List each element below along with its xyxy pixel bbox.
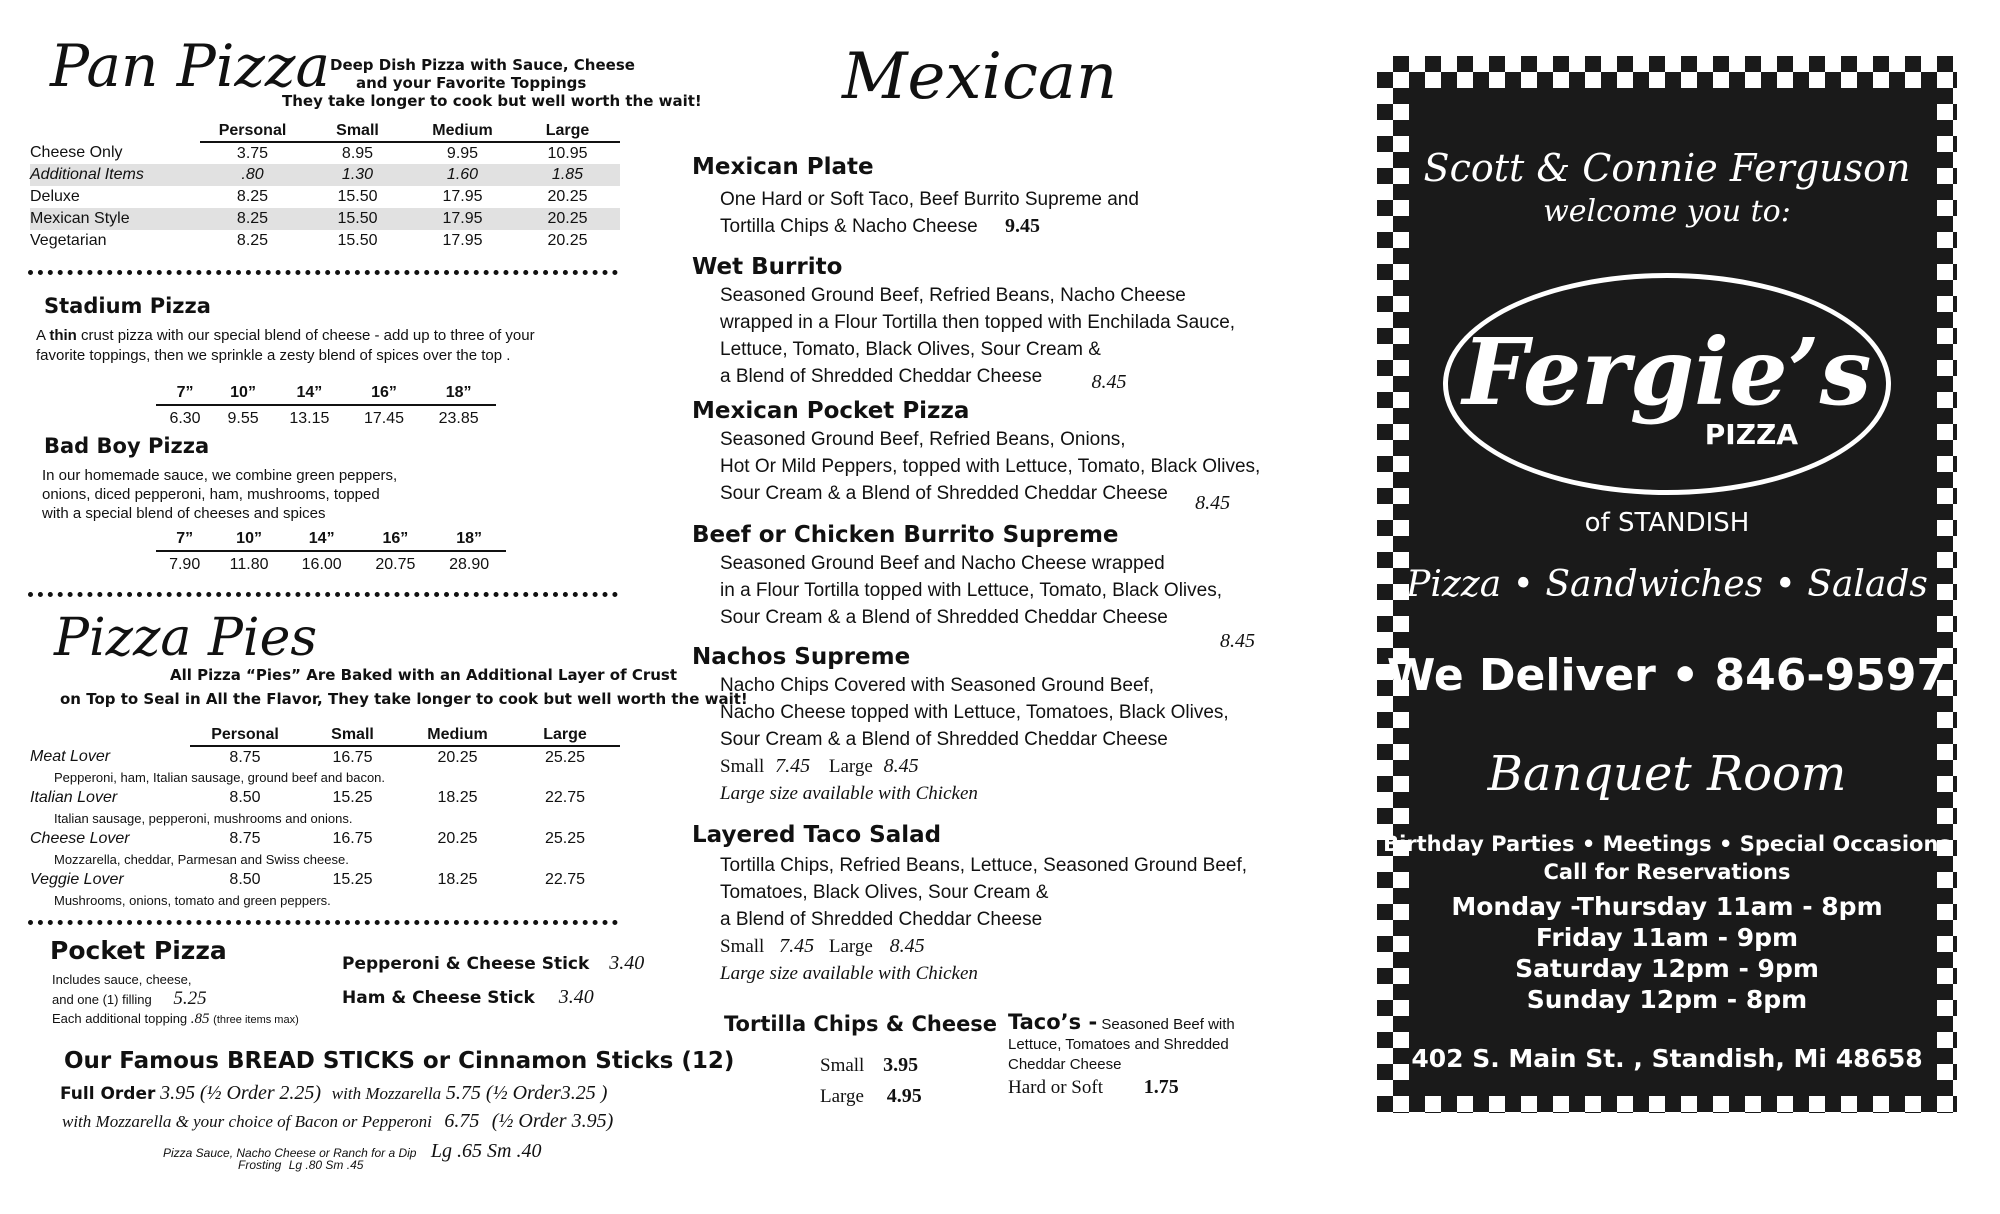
checker-square	[1937, 264, 1953, 280]
checker-square	[1377, 440, 1393, 456]
menu-item-desc: Tortilla Chips, Refried Beans, Lettuce, Seasoned Ground Beef, Tomatoes, Black Olives, Sour Cream & a Blend of Shredded Cheddar Cheese Small 7.45 Large 8.45 Large size available with Chicken	[720, 855, 1248, 984]
price-cell: 7.90	[169, 555, 201, 573]
price-cell: 16.75	[332, 830, 373, 847]
checker-square	[1713, 72, 1729, 88]
price-cell: 1.85	[515, 164, 620, 186]
price-cell: 20.75	[375, 555, 416, 573]
hours-line: Sunday 12pm - 8pm	[1526, 985, 1808, 1014]
checker-square	[1377, 88, 1393, 104]
checker-square	[1393, 72, 1409, 88]
checker-square	[1761, 56, 1777, 72]
checker-square	[1825, 1112, 1841, 1113]
checker-square	[1409, 1112, 1425, 1113]
tagline: Pizza • Sandwiches • Salads	[1406, 564, 1928, 605]
checker-square	[1953, 472, 1957, 488]
item-desc: Italian sausage, pepperoni, mushrooms and onions.	[54, 811, 353, 826]
item-name: Additional Items	[30, 164, 200, 186]
checker-square	[1937, 456, 1953, 472]
pan-pizza-desc-1: Deep Dish Pizza with Sauce, Cheese	[330, 56, 635, 74]
checker-square	[1745, 1096, 1761, 1112]
item-name: Cheese Only	[30, 144, 123, 161]
checker-square	[1393, 104, 1409, 120]
checker-square	[1953, 408, 1957, 424]
banquet-room-title: Banquet Room	[1487, 746, 1847, 802]
table-row	[30, 869, 620, 891]
checker-square	[1873, 72, 1889, 88]
checker-square	[1521, 72, 1537, 88]
checker-square	[1681, 72, 1697, 88]
menu-item-desc: Seasoned Ground Beef and Nacho Cheese wrapped in a Flour Tortilla topped with Lettuce, Tomato, Black Olives, Sour Cream & a Blend of Shredded Cheddar Cheese	[720, 553, 1222, 628]
checker-square	[1457, 1096, 1473, 1112]
checker-square	[1393, 456, 1409, 472]
size-header: 7”	[156, 527, 213, 551]
checker-square	[1617, 1096, 1633, 1112]
checker-square	[1937, 72, 1953, 88]
checker-square	[1393, 328, 1409, 344]
checker-square	[1697, 56, 1713, 72]
menu-item-desc: Seasoned Ground Beef, Refried Beans, Nacho Cheese wrapped in a Flour Tortilla then topped with Enchilada Sauce, Lettuce, Tomato, Black Olives, Sour Cream & a Blend of Shredded Cheddar Cheese 8.45	[720, 285, 1236, 393]
checker-square	[1953, 280, 1957, 296]
price-cell: 17.95	[410, 208, 515, 230]
checker-square	[1953, 1112, 1957, 1113]
checker-square	[1889, 1112, 1905, 1113]
frosting-line: Frosting Lg .80 Sm .45	[238, 1158, 364, 1172]
fergies-logo	[1443, 273, 1891, 495]
price-cell: 8.25	[236, 188, 269, 205]
price-cell: 1.30	[305, 164, 410, 186]
column-header: Small	[300, 724, 405, 746]
welcome-line-2: welcome you to:	[1543, 194, 1791, 229]
price-cell: 15.50	[337, 188, 378, 205]
checker-square	[1393, 392, 1409, 408]
menu-item-title: Layered Taco Salad	[692, 822, 942, 848]
checker-square	[1937, 232, 1953, 248]
table-row	[30, 208, 620, 230]
checker-square	[1937, 104, 1953, 120]
size-header: 14”	[272, 381, 347, 405]
price-cell: 20.25	[437, 830, 478, 847]
checker-square	[1393, 488, 1409, 504]
price-cell: 23.85	[438, 409, 479, 427]
location-text: of STANDISH	[1584, 508, 1750, 538]
checker-square	[1729, 1112, 1745, 1113]
checker-square	[1809, 1096, 1825, 1112]
price-cell: 18.25	[437, 871, 478, 888]
size-header: 16”	[347, 381, 422, 405]
checker-square	[1537, 1112, 1553, 1113]
item-desc: Mushrooms, onions, tomato and green peppers.	[54, 893, 331, 908]
price-cell: 10.95	[547, 144, 588, 162]
pan-pizza-desc-3: They take longer to cook but well worth the wait!	[282, 92, 702, 110]
checker-square	[1537, 56, 1553, 72]
checker-square	[1393, 232, 1409, 248]
checker-square	[1793, 56, 1809, 72]
checker-square	[1953, 248, 1957, 264]
price-cell: 8.25	[200, 208, 305, 230]
dotted-divider	[28, 270, 618, 275]
chips-title: Tortilla Chips & Cheese	[724, 1012, 998, 1036]
chips-prices: Small 3.95 Large 4.95	[820, 1054, 922, 1107]
price-cell: 28.90	[449, 555, 490, 573]
price-cell: 8.50	[229, 871, 261, 888]
pocket-pizza-title: Pocket Pizza	[50, 936, 227, 965]
hours-line: Saturday 12pm - 9pm	[1515, 954, 1819, 983]
checker-square	[1617, 72, 1633, 88]
item-desc: Mozzarella, cheddar, Parmesan and Swiss cheese.	[54, 852, 349, 867]
price-cell: 25.25	[544, 830, 586, 847]
hours-line: Friday 11am - 9pm	[1535, 923, 1799, 952]
price-cell: 20.25	[437, 748, 478, 766]
item-name: Vegetarian	[30, 232, 107, 249]
pan-pizza-desc-2: and your Favorite Toppings	[356, 74, 587, 92]
price-cell: 15.25	[332, 789, 373, 806]
checker-square	[1681, 1096, 1697, 1112]
table-row	[30, 746, 620, 768]
checker-square	[1489, 1096, 1505, 1112]
checker-square	[1441, 56, 1457, 72]
checker-square	[1937, 1096, 1953, 1112]
logo-subtitle: PIZZA	[1704, 418, 1798, 451]
bad-boy-pizza-title: Bad Boy Pizza	[44, 434, 210, 458]
checker-square	[1905, 72, 1921, 88]
menu-item-desc: Nacho Chips Covered with Seasoned Ground Beef, Nacho Cheese topped with Lettuce, Tomatoes, Black Olives, Sour Cream & a Blend of Shredded Cheddar Cheese Small 7.45 Large 8.45 Large size available with Chicken	[720, 675, 1229, 804]
checker-square	[1457, 72, 1473, 88]
logo-text: Fergie’s	[1462, 318, 1872, 426]
checker-square	[1585, 72, 1601, 88]
size-header: 10”	[213, 527, 285, 551]
size-header: 14”	[285, 527, 359, 551]
menu-item-title: Wet Burrito	[692, 254, 843, 280]
checker-square	[1377, 376, 1393, 392]
checker-square	[1937, 424, 1953, 440]
checker-square	[1937, 296, 1953, 312]
price-cell: 11.80	[229, 555, 269, 573]
price-cell: 17.95	[442, 232, 483, 249]
checker-square	[1953, 1080, 1957, 1096]
checker-square	[1873, 1096, 1889, 1112]
checker-square	[1905, 1096, 1921, 1112]
delivery-phone: We Deliver • 846-9597	[1386, 650, 1948, 701]
price-cell: 18.25	[437, 789, 478, 806]
checker-square	[1377, 1016, 1393, 1032]
dip-line: Pizza Sauce, Nacho Cheese or Ranch for a Dip Lg .65 Sm .40	[163, 1140, 542, 1162]
checker-square	[1953, 536, 1957, 552]
tacos-item: Taco’s - Seasoned Beef with Lettuce, Tomatoes and Shredded Cheddar Cheese Hard or Soft 1.75	[1008, 1010, 1235, 1098]
checker-square	[1377, 56, 1393, 72]
checker-square	[1953, 1016, 1957, 1032]
checker-square	[1585, 1096, 1601, 1112]
checker-square	[1569, 1112, 1585, 1113]
checker-square	[1377, 1112, 1393, 1113]
size-header: 18”	[432, 527, 506, 551]
checker-square	[1377, 728, 1393, 744]
checker-square	[1569, 56, 1585, 72]
bread-sticks-line-1: Full Order 3.95 (½ Order 2.25) with Mozzarella 5.75 (½ Order3.25 )	[60, 1082, 608, 1104]
stadium-pizza-title: Stadium Pizza	[44, 294, 211, 318]
checker-square	[1649, 1096, 1665, 1112]
size-header: 10”	[214, 381, 272, 405]
price-cell: 8.75	[229, 748, 261, 766]
stadium-price-table	[156, 381, 496, 431]
checker-square	[1793, 1112, 1809, 1113]
price-cell: 16.00	[301, 555, 342, 573]
checker-square	[1953, 344, 1957, 360]
checker-square	[1841, 1096, 1857, 1112]
checker-square	[1473, 56, 1489, 72]
pan-pizza-table	[30, 120, 620, 252]
checker-square	[1553, 1096, 1569, 1112]
item-name: Cheese Lover	[30, 830, 130, 847]
price-cell: 8.75	[229, 830, 261, 847]
price-cell: 6.30	[169, 409, 201, 427]
table-row	[30, 186, 620, 208]
checker-square	[1377, 312, 1393, 328]
bad-boy-desc: In our homemade sauce, we combine green peppers, onions, diced pepperoni, ham, mushrooms, topped with a special blend of cheeses and spices	[42, 467, 398, 522]
checker-square	[1953, 632, 1957, 648]
item-desc: Pepperoni, ham, Italian sausage, ground beef and bacon.	[54, 770, 386, 785]
checker-square	[1937, 392, 1953, 408]
checker-square	[1889, 56, 1905, 72]
column-header: Personal	[200, 120, 305, 142]
column-header: Medium	[405, 724, 510, 746]
checker-square	[1665, 1112, 1681, 1113]
checker-square	[1377, 472, 1393, 488]
column-header: Medium	[410, 120, 515, 142]
price-cell: 15.50	[337, 232, 378, 249]
checker-square	[1377, 408, 1393, 424]
checker-square	[1777, 1096, 1793, 1112]
checker-square	[1505, 1112, 1521, 1113]
welcome-panel	[1377, 56, 1957, 1113]
price-cell: 9.55	[227, 409, 259, 427]
checker-square	[1393, 616, 1409, 632]
checker-square	[1377, 248, 1393, 264]
checker-square	[1489, 72, 1505, 88]
table-row	[30, 164, 620, 186]
price-cell: 20.25	[547, 232, 588, 249]
checker-square	[1633, 56, 1649, 72]
checker-square	[1857, 56, 1873, 72]
checker-square	[1729, 56, 1745, 72]
checker-square	[1441, 1112, 1457, 1113]
price-cell: 22.75	[544, 871, 586, 888]
item-name: Deluxe	[30, 188, 80, 205]
checker-square	[1377, 632, 1393, 648]
checker-square	[1937, 328, 1953, 344]
checker-square	[1921, 56, 1937, 72]
price-cell: 8.25	[236, 232, 269, 249]
pizza-pies-desc-1: All Pizza “Pies” Are Baked with an Additional Layer of Crust	[170, 666, 678, 684]
pan-pizza-title: Pan Pizza	[50, 32, 331, 100]
menu-item-price: 8.45	[1091, 371, 1127, 393]
menu-item-price: 8.45	[1195, 492, 1231, 514]
column-header: Large	[515, 120, 620, 142]
checker-square	[1649, 72, 1665, 88]
checker-square	[1601, 1112, 1617, 1113]
size-header: 7”	[156, 381, 214, 405]
mexican-title: Mexican	[842, 40, 1118, 114]
checker-square	[1425, 72, 1441, 88]
price-cell: 17.95	[442, 188, 483, 205]
checker-square	[1393, 808, 1409, 824]
menu-item-desc: One Hard or Soft Taco, Beef Burrito Supreme and Tortilla Chips & Nacho Cheese 9.45	[720, 189, 1139, 237]
item-name: Mexican Style	[30, 208, 200, 230]
checker-square	[1841, 72, 1857, 88]
checker-square	[1377, 120, 1393, 136]
checker-square	[1937, 360, 1953, 376]
checker-square	[1393, 712, 1409, 728]
item-name: Italian Lover	[30, 789, 118, 806]
size-header: 18”	[421, 381, 496, 405]
checker-square	[1953, 56, 1957, 72]
price-cell: 1.60	[410, 164, 515, 186]
checker-square	[1393, 1096, 1409, 1112]
checker-square	[1953, 376, 1957, 392]
pizza-pies-table	[30, 724, 620, 910]
checker-square	[1937, 712, 1953, 728]
checker-square	[1665, 56, 1681, 72]
checker-square	[1713, 1096, 1729, 1112]
price-cell: 16.75	[332, 748, 373, 766]
checker-square	[1857, 1112, 1873, 1113]
stick-item: Pepperoni & Cheese Stick 3.40	[342, 952, 645, 974]
price-cell: 8.50	[229, 789, 261, 806]
checker-square	[1953, 440, 1957, 456]
checker-square	[1953, 120, 1957, 136]
table-row	[30, 828, 620, 850]
menu-item-price: 9.45	[1004, 215, 1040, 237]
price-cell: 22.75	[544, 789, 586, 806]
checker-square	[1425, 1096, 1441, 1112]
checker-square	[1697, 1112, 1713, 1113]
price-cell: 25.25	[544, 748, 586, 766]
item-name: Veggie Lover	[30, 871, 124, 888]
table-row	[30, 142, 620, 164]
bad-boy-price-table	[156, 527, 506, 577]
checker-square	[1921, 1112, 1937, 1113]
pizza-pies-desc-2: on Top to Seal in All the Flavor, They take longer to cook but well worth the wait!	[60, 690, 748, 708]
checker-square	[1601, 56, 1617, 72]
item-name: Meat Lover	[30, 748, 111, 765]
price-cell: 9.95	[446, 144, 479, 162]
pocket-pizza-desc: Includes sauce, cheese, and one (1) filling 5.25 Each additional topping .85 (three items max)	[52, 972, 299, 1027]
menu-item-title: Mexican Pocket Pizza	[692, 398, 970, 424]
column-header: Large	[510, 724, 620, 746]
checker-square	[1937, 488, 1953, 504]
price-cell: 20.25	[547, 188, 588, 205]
checker-square	[1521, 1096, 1537, 1112]
price-cell: 15.50	[305, 208, 410, 230]
checker-square	[1505, 56, 1521, 72]
hours-line: Monday -Thursday 11am - 8pm	[1451, 892, 1883, 921]
checker-square	[1393, 424, 1409, 440]
dotted-divider	[28, 920, 618, 925]
column-header: Personal	[190, 724, 300, 746]
menu-item-title: Nachos Supreme	[692, 644, 911, 670]
checker-square	[1377, 280, 1393, 296]
column-header: Small	[305, 120, 410, 142]
checker-square	[1377, 536, 1393, 552]
checker-square	[1393, 296, 1409, 312]
stadium-pizza-desc: A thin crust pizza with our special blend of cheese - add up to three of your favorite toppings, then we sprinkle a zesty blend of spices over the top .	[36, 327, 535, 364]
bread-sticks-title: Our Famous BREAD STICKS or Cinnamon Sticks (12)	[64, 1048, 735, 1074]
stick-item: Ham & Cheese Stick 3.40	[342, 986, 594, 1008]
checker-square	[1937, 808, 1953, 824]
checker-square	[1777, 72, 1793, 88]
price-cell: 3.75	[236, 144, 269, 162]
checker-square	[1393, 264, 1409, 280]
price-cell: .80	[200, 164, 305, 186]
checker-square	[1809, 72, 1825, 88]
price-cell: 13.15	[289, 409, 330, 427]
table-row	[30, 230, 620, 252]
checker-square	[1377, 344, 1393, 360]
checker-square	[1377, 1080, 1393, 1096]
price-cell: 20.25	[515, 208, 620, 230]
welcome-line-1: Scott & Connie Ferguson	[1423, 146, 1911, 190]
checker-square	[1745, 72, 1761, 88]
checker-square	[1393, 360, 1409, 376]
menu-item-desc: Seasoned Ground Beef, Refried Beans, Onions, Hot Or Mild Peppers, topped with Lettuce, Tomato, Black Olives, Sour Cream & a Blend of Shredded Cheddar Cheese 8.45	[720, 429, 1261, 514]
checker-square	[1953, 312, 1957, 328]
checker-square	[1825, 56, 1841, 72]
menu-item-title: Beef or Chicken Burrito Supreme	[692, 522, 1119, 548]
checker-square	[1953, 88, 1957, 104]
checker-square	[1761, 1112, 1777, 1113]
events-line: Birthday Parties • Meetings • Special Occasions	[1383, 832, 1951, 856]
menu-item-price: 8.45	[1220, 630, 1255, 652]
bread-sticks-line-2: with Mozzarella & your choice of Bacon or Pepperoni 6.75 (½ Order 3.95)	[62, 1110, 614, 1132]
address: 402 S. Main St. , Standish, Mi 48658	[1411, 1044, 1923, 1073]
checker-square	[1473, 1112, 1489, 1113]
menu-item-title: Mexican Plate	[692, 154, 874, 180]
dotted-divider	[28, 592, 618, 597]
pocket-pizza-price: 5.25	[173, 988, 207, 1009]
checker-square	[1553, 72, 1569, 88]
table-row	[30, 787, 620, 809]
checker-square	[1937, 616, 1953, 632]
checker-square	[1953, 728, 1957, 744]
pizza-pies-title: Pizza Pies	[54, 608, 318, 668]
price-cell: 8.95	[341, 144, 374, 162]
price-cell: 17.45	[363, 409, 405, 427]
price-cell: 15.25	[332, 871, 373, 888]
reservations-line: Call for Reservations	[1543, 860, 1791, 884]
checker-square	[1633, 1112, 1649, 1113]
checker-square	[1409, 56, 1425, 72]
size-header: 16”	[359, 527, 433, 551]
